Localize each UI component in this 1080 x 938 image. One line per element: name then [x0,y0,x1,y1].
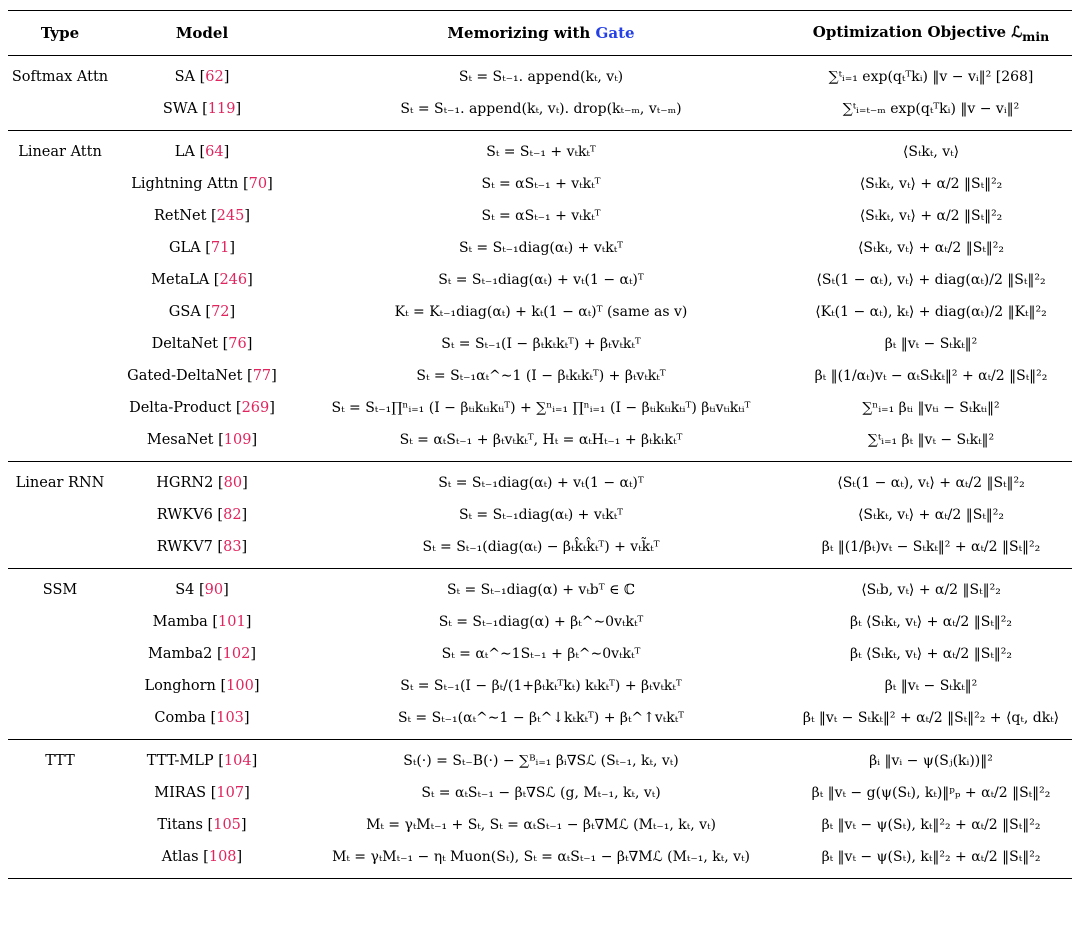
objective-formula: ∑ᵗᵢ₌ₜ₋ₘ exp(qₜᵀkᵢ) ‖v − vᵢ‖² [842,101,1020,117]
table-row [8,360,1072,392]
memorizing-formula: Sₜ(·) = Sₜ₋B(·) − ∑ᴮᵢ₌₁ βᵢ∇Sℒ (Sₜ₋₁, kₜ, vₜ) [292,740,790,778]
citation-link[interactable]: 62 [205,69,224,85]
model-cell: SA [62] [112,56,292,94]
objective-formula: βₜ ‖vₜ − Sₜkₜ‖² [884,678,978,694]
model-name: RetNet [153,208,207,224]
citation-link[interactable]: 104 [223,753,252,769]
table-row [8,638,1072,670]
model-name: RWKV6 [156,507,213,523]
citation-link[interactable]: 100 [226,678,254,694]
citation-link[interactable]: 64 [205,144,224,160]
model-cell: RWKV7 [83] [156,539,248,555]
type-cell: SSM [8,569,112,607]
objective-formula: ∑ᵗᵢ₌₁ exp(qₜᵀkᵢ) ‖v − vᵢ‖² [268] [790,56,1072,94]
table-row [8,740,1072,778]
memorizing-formula: Sₜ = Sₜ₋₁ + vₜkₜᵀ [292,131,790,169]
memorizing-formula: Sₜ = Sₜ₋₁diag(αₜ) + vₜkₜᵀ [458,507,624,523]
group-2 [8,462,1072,569]
citation-link[interactable]: 80 [223,475,243,491]
type-cell [8,499,112,531]
header-gate-word: Gate [595,24,635,42]
header-memorizing-prefix: Memorizing with [447,24,596,42]
citation-link[interactable]: 83 [223,539,242,555]
table-row [8,777,1072,809]
objective-formula: ⟨Sₜ(1 − αₜ), vₜ⟩ + diag(αₜ)/2 ‖Sₜ‖²₂ [816,272,1046,288]
citation-link[interactable]: 101 [218,614,246,630]
header-model: Model [112,11,292,56]
group-3 [8,569,1072,740]
objective-formula: ⟨Sₜ(1 − αₜ), vₜ⟩ + αₜ/2 ‖Sₜ‖²₂ [790,462,1072,500]
type-cell [8,93,112,131]
memorizing-formula: Sₜ = Sₜ₋₁diag(α) + vₜbᵀ ∈ ℂ [292,569,790,607]
header-memorizing [292,11,790,56]
table-row [8,606,1072,638]
objective-formula: ⟨Kₜ(1 − αₜ), kₜ⟩ + diag(αₜ)/2 ‖Kₜ‖²₂ [815,304,1047,320]
type-cell [8,606,112,638]
citation-link[interactable]: 82 [223,507,242,523]
memorizing-formula: Sₜ = αSₜ₋₁ + vₜkₜᵀ [481,176,601,192]
type-cell [8,809,112,841]
citation-link[interactable]: 107 [216,785,245,801]
memorizing-formula: Sₜ = Sₜ₋₁(I − βₜ/(1+βₜkₜᵀkₜ) kₜkₜᵀ) + βₜvₜkₜᵀ [400,678,682,694]
table-row [8,264,1072,296]
model-name: TTT-MLP [146,753,214,769]
citation-link[interactable]: 76 [228,336,247,352]
objective-formula: ⟨Sₜb, vₜ⟩ + α/2 ‖Sₜ‖²₂ [790,569,1072,607]
memorizing-formula: Sₜ = Sₜ₋₁∏ⁿᵢ₌₁ (I − βₜᵢkₜᵢkₜᵢᵀ) + ∑ⁿᵢ₌₁ ∏ⁿᵢ₌₁ (I − βₜᵢkₜᵢkₜᵢᵀ) βₜᵢvₜᵢkₜᵢᵀ [331,400,751,416]
model-name: Mamba [152,614,208,630]
model-cell: TTT-MLP [104] [112,740,292,778]
memorizing-formula: Sₜ = Sₜ₋₁diag(α) + βₜ^∼0vₜkₜᵀ [438,614,644,630]
citation-link[interactable]: 102 [222,646,251,662]
citation-link[interactable]: 71 [210,240,230,256]
objective-formula: βᵢ ‖vᵢ − ψ(Sⱼ(kᵢ))‖² [790,740,1072,778]
header-objective [790,11,1072,56]
table-row [8,670,1072,702]
memorizing-formula: Kₜ = Kₜ₋₁diag(αₜ) + kₜ(1 − αₜ)ᵀ (same as v) [394,304,688,320]
model-cell: MIRAS [107] [154,785,250,801]
memorizing-formula: Sₜ = αₜSₜ₋₁ − βₜ∇Sℒ (g, Mₜ₋₁, kₜ, vₜ) [421,785,661,801]
objective-formula: ∑ᵗᵢ₌₁ βₜ ‖vₜ − Sₜkₜ‖² [867,432,995,448]
type-cell [8,777,112,809]
citation-link[interactable]: 77 [252,368,272,384]
objective-formula: ⟨Sₜkₜ, vₜ⟩ + αₜ/2 ‖Sₜ‖²₂ [857,240,1005,256]
type-cell [8,264,112,296]
model-cell: SWA [119] [162,101,242,117]
table-row [8,168,1072,200]
group-0 [8,56,1072,131]
model-cell: GSA [72] [168,304,236,320]
citation-link[interactable]: 70 [248,176,268,192]
model-name: MetaLA [151,272,210,288]
group-4 [8,740,1072,879]
model-cell: Comba [103] [154,710,250,726]
table-row [8,232,1072,264]
citation-link[interactable]: 90 [204,582,224,598]
memorizing-formula: Sₜ = Sₜ₋₁diag(αₜ) + vₜ(1 − αₜ)ᵀ [292,462,790,500]
table-row [8,424,1072,462]
model-cell: MesaNet [109] [146,432,258,448]
type-cell: Linear Attn [8,131,112,169]
objective-formula: βₜ ⟨Sₜkₜ, vₜ⟩ + αₜ/2 ‖Sₜ‖²₂ [849,646,1013,662]
model-name: SWA [162,101,198,117]
type-cell: Linear RNN [8,462,112,500]
table-row [8,131,1072,169]
citation-link[interactable]: 105 [213,817,241,833]
model-cell: Mamba2 [102] [147,646,257,662]
memorizing-formula: Sₜ = αSₜ₋₁ + vₜkₜᵀ [481,208,601,224]
memorizing-formula: Sₜ = Sₜ₋₁diag(αₜ) + vₜ(1 − αₜ)ᵀ [438,272,644,288]
model-cell: Lightning Attn [70] [131,176,273,192]
table-row [8,328,1072,360]
type-cell [8,392,112,424]
citation-link[interactable]: 109 [223,432,252,448]
type-cell: Softmax Attn [8,56,112,94]
memorizing-formula: Sₜ = αₜ^∼1Sₜ₋₁ + βₜ^∼0vₜkₜᵀ [441,646,641,662]
model-name: Mamba2 [147,646,213,662]
model-cell: RetNet [245] [153,208,251,224]
model-name: DeltaNet [151,336,218,352]
objective-formula: βₜ ⟨Sₜkₜ, vₜ⟩ + αₜ/2 ‖Sₜ‖²₂ [849,614,1013,630]
objective-formula: ⟨Sₜkₜ, vₜ⟩ [790,131,1072,169]
table-row [8,841,1072,879]
type-cell [8,638,112,670]
memorizing-formula: Mₜ = γₜMₜ₋₁ − ηₜ Muon(Sₜ), Sₜ = αₜSₜ₋₁ − βₜ∇Mℒ (Mₜ₋₁, kₜ, vₜ) [292,841,790,879]
objective-formula: βₜ ‖vₜ − ψ(Sₜ), kₜ‖²₂ + αₜ/2 ‖Sₜ‖²₂ [821,817,1041,833]
model-name: HGRN2 [156,475,214,491]
model-cell: GLA [71] [168,240,236,256]
citation-link[interactable]: 246 [219,272,248,288]
table-row [8,200,1072,232]
model-cell: Gated-DeltaNet [77] [127,368,277,384]
model-name: SA [174,69,195,85]
model-name: MesaNet [146,432,214,448]
model-cell: Mamba [101] [152,614,252,630]
objective-formula: ⟨Sₜkₜ, vₜ⟩ + α/2 ‖Sₜ‖²₂ [859,208,1003,224]
type-cell [8,424,112,462]
model-cell: Delta-Product [269] [129,400,275,416]
objective-formula: βₜ ‖vₜ − g(ψ(Sₜ), kₜ)‖ᵖₚ + αₜ/2 ‖Sₜ‖²₂ [811,785,1051,801]
model-cell: LA [64] [112,131,292,169]
header-objective-label: Optimization Objective ℒ [812,22,1023,41]
comparison-table [8,10,1072,879]
model-name: RWKV7 [156,539,213,555]
table-row [8,702,1072,740]
type-cell [8,360,112,392]
objective-formula: ⟨Sₜkₜ, vₜ⟩ + αₜ/2 ‖Sₜ‖²₂ [857,507,1005,523]
model-cell: Atlas [108] [112,841,292,879]
type-cell [8,670,112,702]
memorizing-formula: Sₜ = Sₜ₋₁diag(αₜ) + vₜkₜᵀ [458,240,624,256]
model-name: LA [174,144,195,160]
group-1 [8,131,1072,462]
model-cell: S4 [90] [112,569,292,607]
objective-formula: βₜ ‖vₜ − Sₜkₜ‖² + αₜ/2 ‖Sₜ‖²₂ + ⟨qₜ, dkₜ⟩ [802,710,1060,726]
type-cell [8,328,112,360]
model-name: Longhorn [144,678,216,694]
memorizing-formula: Sₜ = Sₜ₋₁(diag(αₜ) − βₜk̂ₜk̂ₜᵀ) + vₜk̃ₜᵀ [422,539,660,555]
model-name: Atlas [161,849,199,865]
citation-link[interactable]: 269 [241,400,270,416]
model-cell: DeltaNet [76] [151,336,253,352]
model-name: MIRAS [154,785,207,801]
citation-link[interactable]: 245 [216,208,245,224]
header-row [8,11,1072,56]
model-name: Lightning Attn [131,176,239,192]
type-cell [8,296,112,328]
model-name: GSA [168,304,201,320]
objective-formula: βₜ ‖(1/αₜ)vₜ − αₜSₜkₜ‖² + αₜ/2 ‖Sₜ‖²₂ [814,368,1048,384]
table-row [8,569,1072,607]
model-name: S4 [175,582,195,598]
type-cell [8,702,112,740]
objective-formula: βₜ ‖vₜ − ψ(Sₜ), kₜ‖²₂ + αₜ/2 ‖Sₜ‖²₂ [790,841,1072,879]
memorizing-formula: Sₜ = Sₜ₋₁. append(kₜ, vₜ) [292,56,790,94]
type-cell [8,168,112,200]
table-row [8,531,1072,569]
model-name: Delta-Product [129,400,232,416]
table-row [8,296,1072,328]
memorizing-formula: Mₜ = γₜMₜ₋₁ + Sₜ, Sₜ = αₜSₜ₋₁ − βₜ∇Mℒ (Mₜ₋₁, kₜ, vₜ) [366,817,716,833]
memorizing-formula: Sₜ = αₜSₜ₋₁ + βₜvₜkₜᵀ, Hₜ = αₜHₜ₋₁ + βₜkₜkₜᵀ [399,432,683,448]
model-cell: Longhorn [100] [144,678,260,694]
table-row [8,462,1072,500]
table-row [8,809,1072,841]
model-name: Comba [154,710,206,726]
citation-link[interactable]: 119 [207,101,236,117]
memorizing-formula: Sₜ = Sₜ₋₁. append(kₜ, vₜ). drop(kₜ₋ₘ, vₜ₋ₘ) [400,101,682,117]
table-row [8,56,1072,94]
header-type: Type [8,11,112,56]
table-row [8,93,1072,131]
memorizing-formula: Sₜ = Sₜ₋₁αₜ^∼1 (I − βₜkₜkₜᵀ) + βₜvₜkₜᵀ [416,368,666,384]
memorizing-formula: Sₜ = Sₜ₋₁(I − βₜkₜkₜᵀ) + βₜvₜkₜᵀ [441,336,641,352]
model-name: Gated-DeltaNet [127,368,243,384]
type-cell: TTT [8,740,112,778]
citation-link[interactable]: 108 [208,849,237,865]
model-name: Titans [157,817,203,833]
objective-formula: βₜ ‖(1/βₜ)vₜ − Sₜkₜ‖² + αₜ/2 ‖Sₜ‖²₂ [821,539,1041,555]
objective-formula: βₜ ‖vₜ − Sₜkₜ‖² [884,336,978,352]
model-cell: Titans [105] [157,817,247,833]
objective-formula: ⟨Sₜkₜ, vₜ⟩ + α/2 ‖Sₜ‖²₂ [859,176,1003,192]
model-cell: MetaLA [246] [151,272,253,288]
citation-link[interactable]: 72 [211,304,230,320]
type-cell [8,531,112,569]
objective-formula: ∑ⁿᵢ₌₁ βₜᵢ ‖vₜᵢ − Sₜkₜᵢ‖² [862,400,1000,416]
header-objective-sub: min [1022,28,1050,44]
model-name: GLA [168,240,201,256]
citation-link[interactable]: 103 [216,710,244,726]
type-cell [8,232,112,264]
type-cell [8,200,112,232]
model-cell: RWKV6 [82] [156,507,248,523]
memorizing-formula: Sₜ = Sₜ₋₁(αₜ^∼1 − βₜ^↓kₜkₜᵀ) + βₜ^↑vₜkₜᵀ [397,710,685,726]
table-row [8,392,1072,424]
table-row [8,499,1072,531]
model-cell: HGRN2 [80] [112,462,292,500]
type-cell [8,841,112,879]
